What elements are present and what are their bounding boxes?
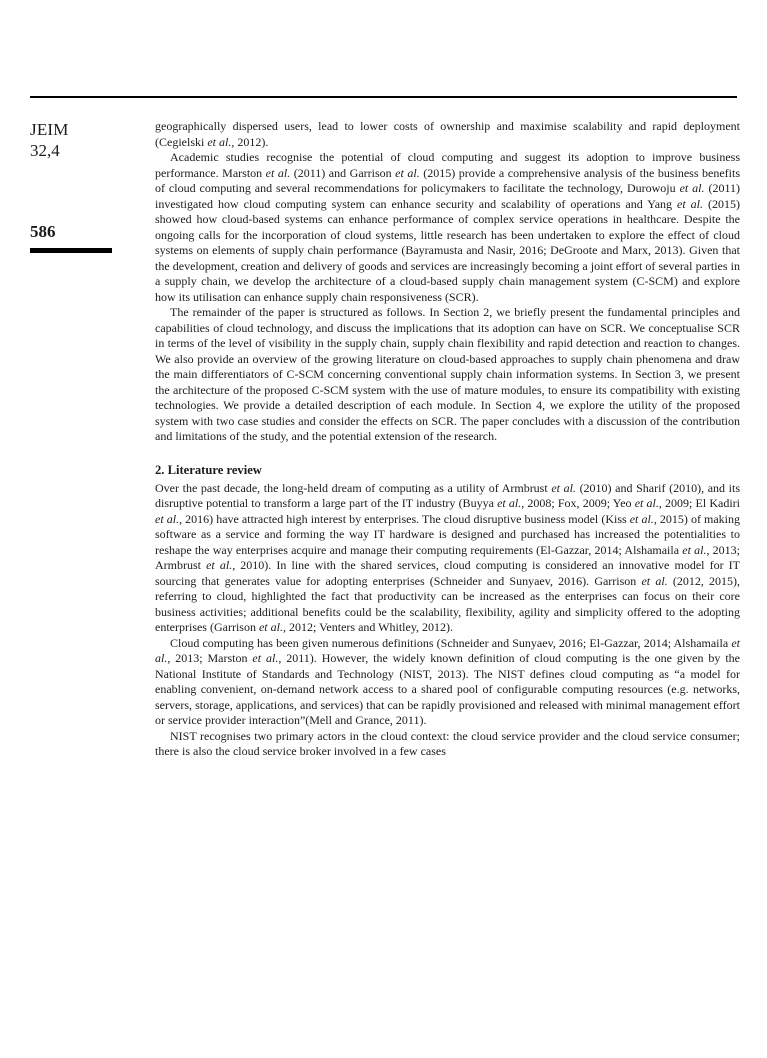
- page-number: 586: [30, 222, 56, 241]
- body-paragraph-cloud-utility: Over the past decade, the long-held dream of computing as a utility of Armbrust et al. (2010) and Sharif (2010), and its disruptive potential to transform a large part of the IT industry (Buyya et al., 2008; Fox, 2009; Yeo et al., 2009; El Kadiri et al., 2016) have attracted high interest by enterprises. The cloud disruptive business model (Kiss et al., 2015) of making software as a service and forming the way IT hardware is designed and purchased has increased the potentialities to reshape the way enterprises acquire and manage their computing requirements (El-Gazzar, 2014; Alshamaila et al., 2013; Armbrust et al., 2010). In line with the shared services, cloud computing is considered an innovative model for IT sourcing that generates value for adopting enterprises (Schneider and Sunyaev, 2016). Garrison et al. (2012, 2015), referring to cloud, highlighted the fact that productivity can be increased as the enterprises can focus on their core business activities; additional benefits could be the scalability, flexibility, agility and simplicity offered to the adopting enterprises (Garrison et al., 2012; Venters and Whitley, 2012).: [155, 480, 741, 634]
- body-paragraph-nist-actors: NIST recognises two primary actors in the cloud context: the cloud service provider and the cloud service consumer; there is also the cloud service broker involved in a few cases: [155, 728, 740, 758]
- header-rule: [30, 96, 737, 98]
- body-paragraph-nist-definition: Cloud computing has been given numerous definitions (Schneider and Sunyaev, 2016; El-Gazzar, 2014; Alshamaila et al., 2013; Marston et al., 2011). However, the widely known definition of cloud computing is the one given by the National Institute of Standards and Technology (NIST, 2013). The NIST defines cloud computing as “a model for enabling convenient, on-demand network access to a shared pool of configurable computing resources (e.g. networks, servers, storage, applications, and services) that can be rapidly provisioned and released with minimal management effort or service provider interaction”(Mell and Grance, 2011).: [155, 635, 740, 727]
- journal-abbreviation: JEIM: [30, 120, 69, 139]
- body-paragraph-paper-structure: The remainder of the paper is structured as follows. In Section 2, we briefly present the fundamental principles and capabilities of cloud technology, and discuss the implications that its adoption can have on SCR. We conceptualise SCR in terms of the level of visibility in the supply chain, supply chain flexibility and rapid detection and reaction to changes. We also provide an overview of the growing literature on cloud-based approaches to supply chain phenomena and draw the main differentiators of C-SCM concerning conventional supply chain information systems. In Section 3, we present the architecture of the proposed C-SCM system with the use of mature modules, to ensure its compatibility with existing technologies. We provide a detailed description of each module. In Section 4, we explore the utility of the proposed system with two case studies and consider the effects on SCR. The paper concludes with a discussion of the contribution and limitations of the study, and the potential extension of the research.: [155, 305, 740, 443]
- body-paragraph-academic-studies: Academic studies recognise the potential of cloud computing and suggest its adoption to improve business performance. Marston et al. (2011) and Garrison et al. (2015) provide a comprehensive analysis of the business benefits of cloud computing and several recommendations for policymakers to facilitate the technology, Durowoju et al. (2011) investigated how cloud computing system can enhance security and scalability of operations and Yang et al. (2015) showed how cloud-based systems can enhance performance of complex service operations in healthcare. Despite the ongoing calls for the incorporation of cloud systems, little research has been undertaken to explore the effect of cloud systems on elements of supply chain performance (Bayramusta and Nasir, 2016; DeGroote and Marx, 2013). Given that the development, creation and delivery of goods and services are increasingly becoming a joint effort of several parties in a supply chain, we develop the architecture of a cloud-based supply chain management system (C-SCM) and explore how its utilisation can enhance supply chain responsiveness (SCR).: [155, 150, 741, 304]
- page-number-rule: [30, 248, 112, 253]
- article-body: [155, 119, 740, 760]
- journal-issue: 32,4: [30, 141, 60, 160]
- body-paragraph-continuation: geographically dispersed users, lead to lower costs of ownership and maximise scalability and rapid deployment (Cegielski et al., 2012).: [155, 119, 740, 149]
- section-heading-literature-review: 2. Literature review: [155, 462, 262, 477]
